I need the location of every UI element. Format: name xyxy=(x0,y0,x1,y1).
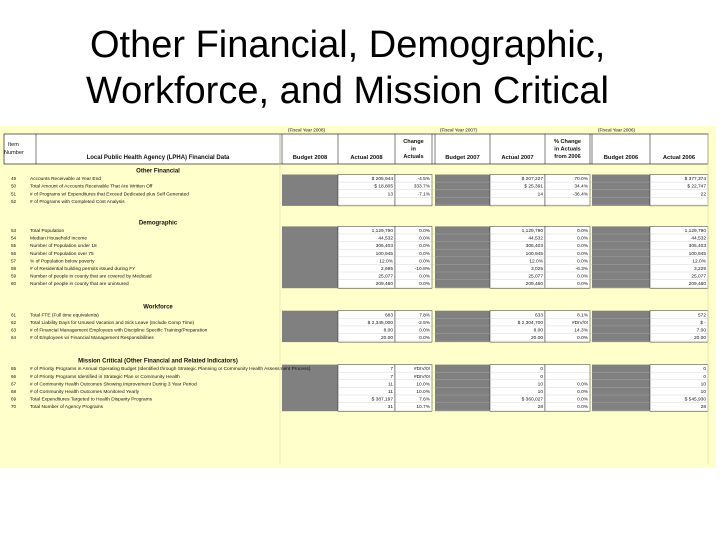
actual-2007-value: 44,532 xyxy=(528,236,543,242)
actual-2007-value: 0 xyxy=(540,374,543,380)
header-main: Local Public Health Agency (LPHA) Financial Data xyxy=(86,155,230,161)
change-2008-value: 0.0% xyxy=(419,328,430,334)
item-number: 68 xyxy=(11,389,17,394)
change-2008-value: -2.5% xyxy=(417,320,430,326)
change-2008-value: 0.0% xyxy=(419,229,430,234)
item-number: 64 xyxy=(11,335,17,341)
item-number: 69 xyxy=(11,396,17,402)
row-label: Number of people in county that are covered by Medicaid xyxy=(30,274,152,280)
title-line-1: Other Financial, Demographic, xyxy=(90,24,606,66)
header-actual-2007: Actual 2007 xyxy=(501,155,534,161)
row-label: # of Financial Management Employees with Discipline Specific Training/Preparation xyxy=(30,328,208,334)
change-2008-value: 7.6% xyxy=(419,397,430,403)
actual-2007-value: $ 207,227 xyxy=(521,177,543,183)
change-2008-value: -4.5% xyxy=(417,177,430,183)
actual-2008-value: $ 387,197 xyxy=(371,397,393,403)
pct-change-2007-value: 0.0% xyxy=(577,405,588,411)
budget-2006-block xyxy=(592,311,650,342)
actual-2008-value: 7 xyxy=(390,367,393,373)
budget-2006-block xyxy=(592,365,650,412)
actual-2006-value: 20.00 xyxy=(693,336,706,342)
item-number: 56 xyxy=(11,250,17,256)
pct-change-2007-value: #DIV/0! xyxy=(572,320,588,326)
item-number: 61 xyxy=(11,312,17,318)
pct-change-2007-value: 34.4% xyxy=(574,184,588,190)
pct-change-2007-value: 0.0% xyxy=(577,251,588,257)
item-number: 63 xyxy=(11,327,17,333)
header-pct-change-2007: in Actuals xyxy=(554,146,581,153)
actual-2007-value: 8.00 xyxy=(533,328,543,334)
pct-change-2007-value: 0.0% xyxy=(577,282,588,288)
actual-2008-value: $ 205,944 xyxy=(371,177,393,183)
header-change-2008: in xyxy=(411,146,416,153)
header-budget-2008: Budget 2008 xyxy=(292,155,328,161)
value-column-block xyxy=(650,365,708,412)
row-label: # of Priority Programs Identified in Strategic Plan or Community Health xyxy=(30,374,180,380)
change-2008-value: -10.8% xyxy=(414,267,430,272)
row-label: Total Amount of Accounts Receivable That Are Written Off xyxy=(30,184,153,190)
change-2008-value: 0.0% xyxy=(419,282,430,288)
row-label: Accounts Receivable at Year End xyxy=(30,177,101,183)
pct-change-2007-value: 0.0% xyxy=(577,274,588,280)
pct-change-2007-value: 0.0% xyxy=(577,382,588,388)
actual-2007-value: 25,077 xyxy=(528,274,543,280)
actual-2008-value: $ 2,345,000 xyxy=(367,320,393,326)
item-number: 49 xyxy=(11,176,17,182)
change-2008-value: 0.0% xyxy=(419,236,430,242)
actual-2008-value: 2,695 xyxy=(380,267,393,272)
spreadsheet xyxy=(0,126,716,468)
value-column-block xyxy=(338,365,395,412)
item-number: 54 xyxy=(11,235,17,241)
actual-2008-value: 31 xyxy=(387,405,393,411)
change-2008-value: 0.0% xyxy=(419,274,430,280)
actual-2007-value: 28 xyxy=(537,405,543,411)
budget-2007-block xyxy=(435,311,490,342)
item-number: 52 xyxy=(11,198,17,204)
row-label: # of Programs with Completed Cost Analysis xyxy=(30,199,125,205)
section-title: Demographic xyxy=(138,220,178,227)
pct-change-2007-value: 14.3% xyxy=(574,328,588,334)
header-budget-2007: Budget 2007 xyxy=(445,155,480,161)
row-label: # of Residential building permits issued during FY xyxy=(30,267,136,272)
item-number: 65 xyxy=(11,366,17,372)
item-number: 59 xyxy=(11,273,17,279)
actual-2006-value: 209,460 xyxy=(688,282,706,288)
actual-2007-value: 10 xyxy=(537,382,543,388)
item-number: 67 xyxy=(11,381,17,387)
actual-2007-value: 14 xyxy=(537,192,543,198)
item-number: 51 xyxy=(11,191,17,197)
actual-2007-value: $ 25,391 xyxy=(524,184,543,190)
budget-2007-block xyxy=(435,365,490,412)
actual-2006-value: 10 xyxy=(700,390,706,395)
pct-change-2007-value: 0.0% xyxy=(577,259,588,265)
actual-2008-value: $ 18,805 xyxy=(374,184,393,190)
change-2008-value: 10.7% xyxy=(416,405,430,411)
actual-2006-value: $ 377,374 xyxy=(684,177,706,183)
row-label: # of Community Health Outcomes Showing Improvement During 3 Year Period xyxy=(30,382,197,388)
item-number: 50 xyxy=(11,183,17,189)
actual-2008-value: 305,403 xyxy=(375,244,393,250)
actual-2008-value: 12.0% xyxy=(379,259,393,265)
row-label: Total Liability Days for Unused Vacation and Sick Leave (Include Comp Time) xyxy=(30,320,195,326)
spreadsheet-grid xyxy=(0,126,716,468)
row-label: Total Population xyxy=(30,229,65,234)
actual-2006-value: 12.0% xyxy=(692,259,706,265)
actual-2007-value: 100,945 xyxy=(525,251,543,257)
actual-2006-value: 3,229 xyxy=(693,267,706,272)
pct-change-2007-value: 0.0% xyxy=(577,244,588,250)
group-note-2007: (Fiscal Year 2007) xyxy=(440,127,478,133)
actual-2008-value: 209,460 xyxy=(375,282,393,288)
change-2008-value: -7.1% xyxy=(417,192,430,198)
change-2008-value: 10.0% xyxy=(416,382,430,388)
actual-2006-value: $ 22,747 xyxy=(687,184,706,190)
item-number: 55 xyxy=(11,243,17,249)
pct-change-2007-value: 0.0% xyxy=(577,390,588,395)
pct-change-2007-value: 0.0% xyxy=(577,229,588,234)
actual-2006-value: 1,129,790 xyxy=(684,229,706,234)
actual-2008-value: 11 xyxy=(388,390,393,395)
section-title: Other Financial xyxy=(136,168,180,175)
section-title: Workforce xyxy=(143,304,173,311)
budget-2007-block xyxy=(435,226,490,288)
item-number: 58 xyxy=(11,266,17,271)
actual-2006-value: 25,077 xyxy=(691,274,706,280)
actual-2008-value: 100,945 xyxy=(375,251,393,257)
budget-2006-block xyxy=(592,226,650,288)
budget-2007-block xyxy=(435,175,490,206)
row-label: # of Community Health Outcomes Monitored Yearly xyxy=(30,390,140,395)
pct-change-2007-value: -36.4% xyxy=(572,192,588,198)
group-note-2008: (Fiscal Year 2008) xyxy=(288,127,326,133)
actual-2006-value: 305,403 xyxy=(688,244,706,250)
budget-2008-block xyxy=(282,311,338,342)
actual-2008-value: 20.00 xyxy=(380,336,393,342)
change-2008-value: 0.0% xyxy=(419,336,430,342)
actual-2006-value: 28 xyxy=(700,405,706,411)
actual-2007-value: 0 xyxy=(540,367,543,373)
actual-2007-value: 209,460 xyxy=(525,282,543,288)
change-2008-value: #DIV/0! xyxy=(414,367,430,373)
item-number: 53 xyxy=(11,228,17,233)
pct-change-2007-value: 0.0% xyxy=(577,336,588,342)
row-label: Total Expenditures Targeted to Health Disparity Programs xyxy=(30,397,153,403)
actual-2008-value: 11 xyxy=(388,382,393,388)
change-2008-value: 0.0% xyxy=(419,259,430,265)
actual-2006-value: 572 xyxy=(697,313,706,319)
budget-2008-block xyxy=(282,226,338,288)
pct-change-2007-value: 0.0% xyxy=(577,236,588,242)
actual-2008-value: 1,129,790 xyxy=(371,229,393,234)
actual-2006-value: 0 xyxy=(703,367,706,373)
item-number: 66 xyxy=(11,373,17,379)
actual-2007-value: 12.0% xyxy=(529,259,543,265)
title-line-2: Workforce, and Mission Critical xyxy=(86,70,610,112)
slide-title xyxy=(86,22,706,114)
row-label: Number of Population under 18 xyxy=(30,244,97,250)
row-label: # of Employees w/ Financial Management Responsibilities xyxy=(30,336,154,342)
item-number: 57 xyxy=(11,258,17,264)
item-number: 60 xyxy=(11,281,17,287)
row-label: # of Priority Programs in Annual Operating Budget (Identified through Strategic Planning or Community Health Assessment Process) xyxy=(30,367,311,373)
actual-2008-value: 25,077 xyxy=(378,274,393,280)
actual-2006-value: 22 xyxy=(700,192,706,198)
header-actual-2008: Actual 2008 xyxy=(350,155,383,161)
item-number: 70 xyxy=(11,404,17,410)
item-number: 62 xyxy=(11,319,17,325)
header-change-2008: Actuals xyxy=(403,154,424,160)
actual-2008-value: 7 xyxy=(390,374,393,380)
change-2008-value: #DIV/0! xyxy=(414,374,430,380)
row-label: # of Programs w/ Expenditures that Exceed Dedicated plus Self Generated xyxy=(30,192,189,198)
actual-2008-value: 683 xyxy=(384,313,393,319)
actual-2006-value: 7.00 xyxy=(696,328,706,334)
row-label: Total Number of Agency Programs xyxy=(30,405,104,411)
actual-2006-value: $ - xyxy=(700,320,706,326)
change-2008-value: 0.0% xyxy=(419,244,430,250)
change-2008-value: 0.0% xyxy=(419,251,430,257)
header-pct-change-2007: % Change xyxy=(553,139,582,145)
actual-2007-value: 633 xyxy=(534,313,543,319)
actual-2006-value: 44,532 xyxy=(691,236,706,242)
row-label: Total FTE (Full time equivalents) xyxy=(30,313,99,319)
header-actual-2006: Actual 2006 xyxy=(662,155,696,161)
pct-change-2007-value: 70.0% xyxy=(574,177,588,183)
header-number: Number xyxy=(4,150,24,156)
change-2008-value: 10.0% xyxy=(416,390,430,395)
actual-2006-value: $ 545,930 xyxy=(684,397,706,403)
actual-2007-value: 1,129,790 xyxy=(521,229,543,234)
actual-2006-value: 10 xyxy=(700,382,706,388)
row-label: % of Population below poverty xyxy=(30,259,95,265)
actual-2007-value: 3,025 xyxy=(530,267,543,272)
pct-change-2007-value: 8.1% xyxy=(577,313,588,319)
section-title: Mission Critical (Other Financial and Related Indicators) xyxy=(78,358,238,365)
row-label: Median Household Income xyxy=(30,236,88,242)
change-2008-value: 333.7% xyxy=(413,184,430,190)
actual-2007-value: 20.00 xyxy=(530,336,543,342)
header-budget-2006: Budget 2006 xyxy=(603,155,639,161)
row-label: Number of Population over 75 xyxy=(30,251,94,257)
header-item: Item xyxy=(8,142,19,148)
actual-2006-value: 100,945 xyxy=(688,251,706,257)
actual-2007-value: 10 xyxy=(537,390,543,395)
actual-2007-value: $ 2,304,700 xyxy=(517,320,543,326)
pct-change-2007-value: 0.0% xyxy=(577,397,588,403)
header-change-2008: Change xyxy=(403,139,424,145)
actual-2006-value: 0 xyxy=(703,374,706,380)
change-2008-value: 7.8% xyxy=(419,313,430,319)
actual-2007-value: 305,403 xyxy=(525,244,543,250)
row-label: Number of people in county that are uninsured xyxy=(30,282,129,288)
header-pct-change-2007: from 2006 xyxy=(554,154,581,160)
actual-2008-value: 13 xyxy=(387,192,393,198)
actual-2008-value: 8.00 xyxy=(383,328,393,334)
group-note-2006: (Fiscal Year 2006) xyxy=(598,127,636,133)
budget-2008-block xyxy=(282,175,338,206)
budget-2006-block xyxy=(592,175,650,206)
actual-2007-value: $ 360,027 xyxy=(521,397,543,403)
actual-2008-value: 44,532 xyxy=(378,236,393,242)
pct-change-2007-value: -6.3% xyxy=(575,267,588,272)
